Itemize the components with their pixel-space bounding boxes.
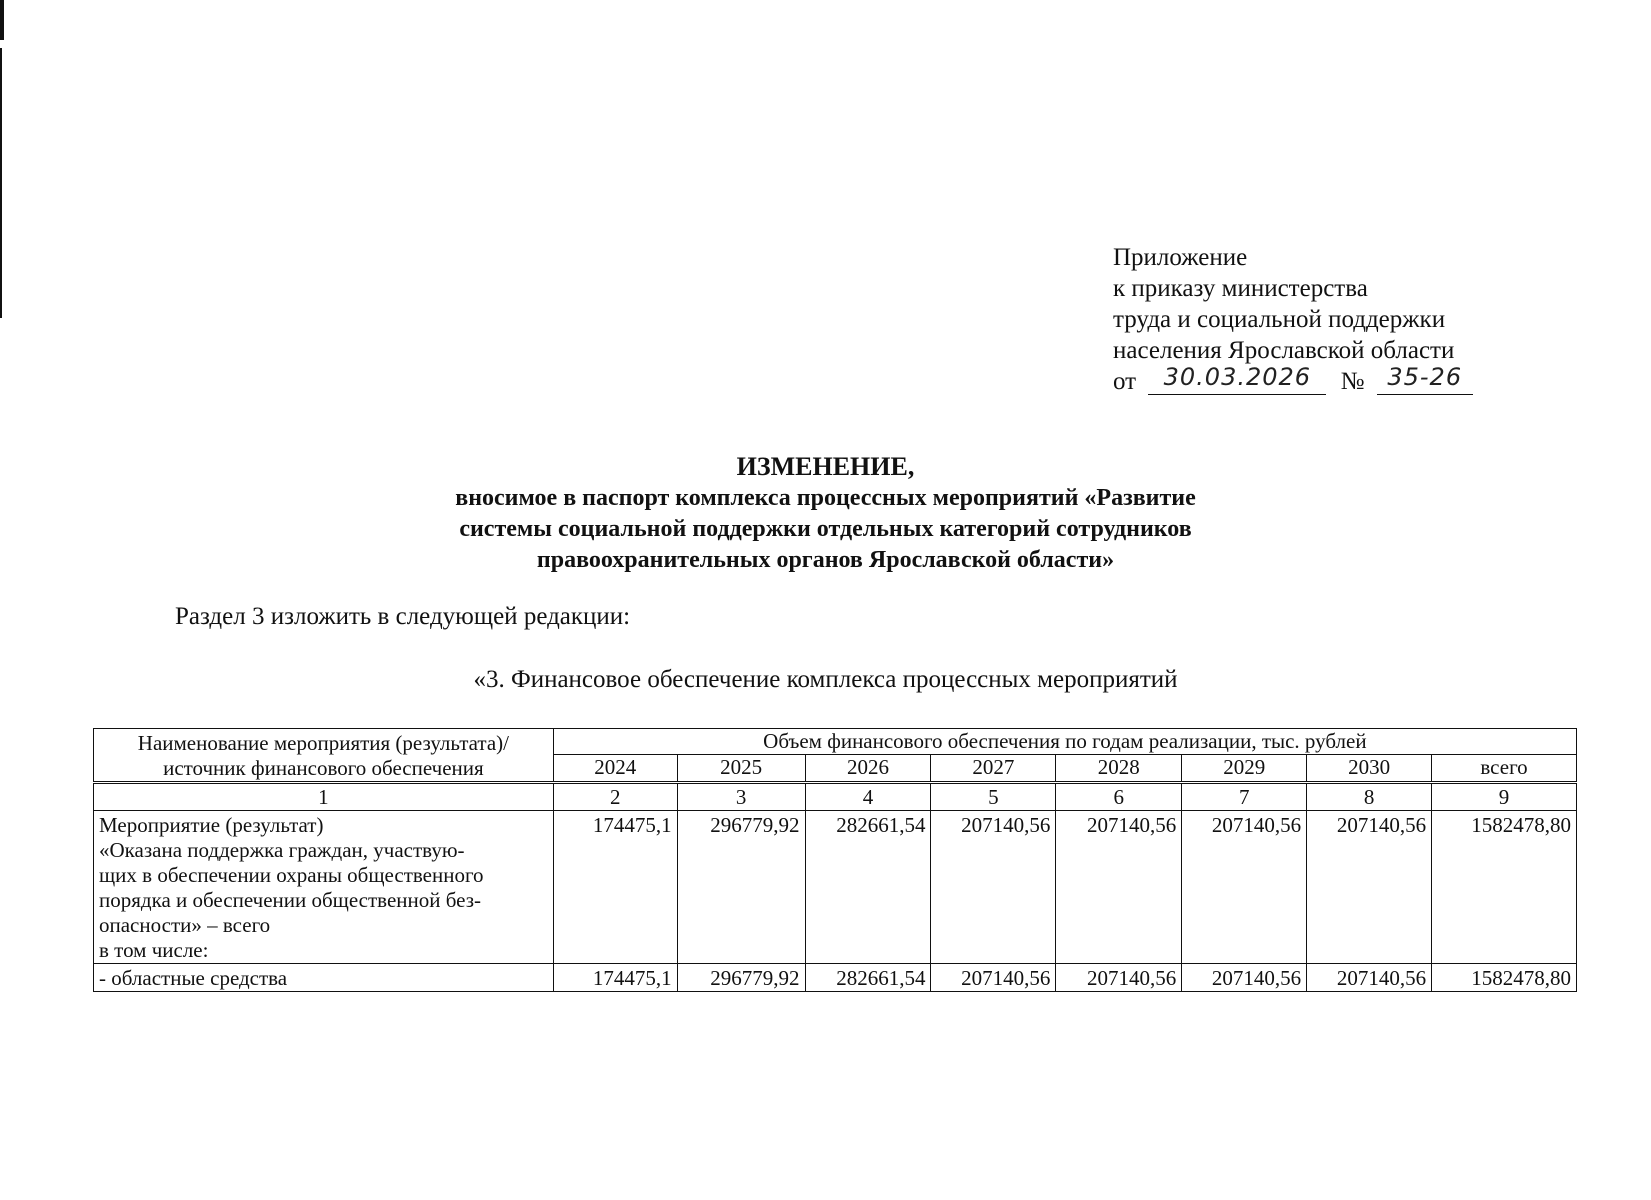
index-row [94, 783, 1577, 811]
value-cell: 174475,1 [553, 811, 677, 964]
value-cell: 207140,56 [1307, 811, 1432, 964]
index-cell: 1 [94, 783, 554, 811]
name-line: Мероприятие (результат) [99, 813, 324, 837]
value-cell: 207140,56 [1182, 811, 1307, 964]
name-line: щих в обеспечении охраны общественного [99, 863, 484, 887]
number-field [1377, 363, 1473, 395]
year-header: 2028 [1056, 755, 1182, 783]
scan-artifact-edge [0, 48, 2, 318]
total-value-cell: 1582478,80 [1432, 811, 1577, 964]
value-cell: 207140,56 [1056, 964, 1182, 992]
year-header: 2024 [553, 755, 677, 783]
date-field [1148, 363, 1326, 395]
appendix-line-4: населения Ярославской области [1113, 337, 1455, 364]
value-cell: 207140,56 [1056, 811, 1182, 964]
year-header: 2025 [677, 755, 805, 783]
index-cell: 4 [805, 783, 931, 811]
index-cell: 3 [677, 783, 805, 811]
header-name-cell: Наименование мероприятия (результата)/ источник финансового обеспечения [94, 729, 554, 783]
index-cell: 9 [1432, 783, 1577, 811]
value-cell: 174475,1 [553, 964, 677, 992]
appendix-line-3: труда и социальной поддержки [1113, 306, 1446, 333]
year-header: 2027 [931, 755, 1056, 783]
total-header: всего [1432, 755, 1577, 783]
appendix-date-line [1113, 363, 1473, 397]
header-row-1 [94, 729, 1577, 755]
title-sub-line-1: вносимое в паспорт комплекса процессных мероприятий «Развитие [455, 485, 1196, 511]
activity-name-cell [94, 811, 554, 964]
scan-artifact-top [0, 0, 4, 40]
index-cell: 2 [553, 783, 677, 811]
appendix-block [1113, 242, 1473, 397]
header-volume-cell: Объем финансового обеспечения по годам реализации, тыс. рублей [553, 729, 1576, 755]
value-cell: 207140,56 [931, 964, 1056, 992]
title-sub-line-3: правоохранительных органов Ярославской области» [536, 547, 1115, 573]
appendix-line-1: Приложение [1113, 244, 1248, 271]
index-cell: 5 [931, 783, 1056, 811]
name-line: опасности» – всего [99, 913, 271, 937]
value-cell: 296779,92 [677, 964, 805, 992]
funding-source-cell: - областные средства [94, 964, 554, 992]
index-cell: 6 [1056, 783, 1182, 811]
value-cell: 207140,56 [1182, 964, 1307, 992]
value-cell: 282661,54 [805, 811, 931, 964]
number-label: № [1340, 368, 1365, 395]
title-sub-line-2: системы социальной поддержки отдельных категорий сотрудников [459, 516, 1192, 542]
section-heading: «3. Финансовое обеспечение комплекса процессных мероприятий [473, 666, 1178, 693]
name-line: порядка и обеспечении общественной без- [99, 888, 482, 912]
value-cell: 207140,56 [1307, 964, 1432, 992]
index-cell: 7 [1182, 783, 1307, 811]
appendix-line-2: к приказу министерства [1113, 275, 1368, 302]
value-cell: 207140,56 [931, 811, 1056, 964]
name-line: «Оказана поддержка граждан, участвую- [99, 838, 465, 862]
year-header: 2026 [805, 755, 931, 783]
table-row [94, 811, 1577, 964]
total-value-cell: 1582478,80 [1432, 964, 1577, 992]
table-row [94, 964, 1577, 992]
section-intro: Раздел 3 изложить в следующей редакции: [175, 603, 631, 630]
value-cell: 296779,92 [677, 811, 805, 964]
title-main: ИЗМЕНЕНИЕ, [736, 452, 915, 481]
value-cell: 282661,54 [805, 964, 931, 992]
document-title [0, 451, 1651, 576]
year-header: 2030 [1307, 755, 1432, 783]
from-label: от [1113, 368, 1137, 395]
handwritten-number: 35-26 [1387, 363, 1463, 391]
handwritten-date: 30.03.2026 [1163, 363, 1312, 391]
year-header: 2029 [1182, 755, 1307, 783]
index-cell: 8 [1307, 783, 1432, 811]
financing-table [93, 728, 1577, 992]
name-line: в том числе: [99, 938, 209, 962]
